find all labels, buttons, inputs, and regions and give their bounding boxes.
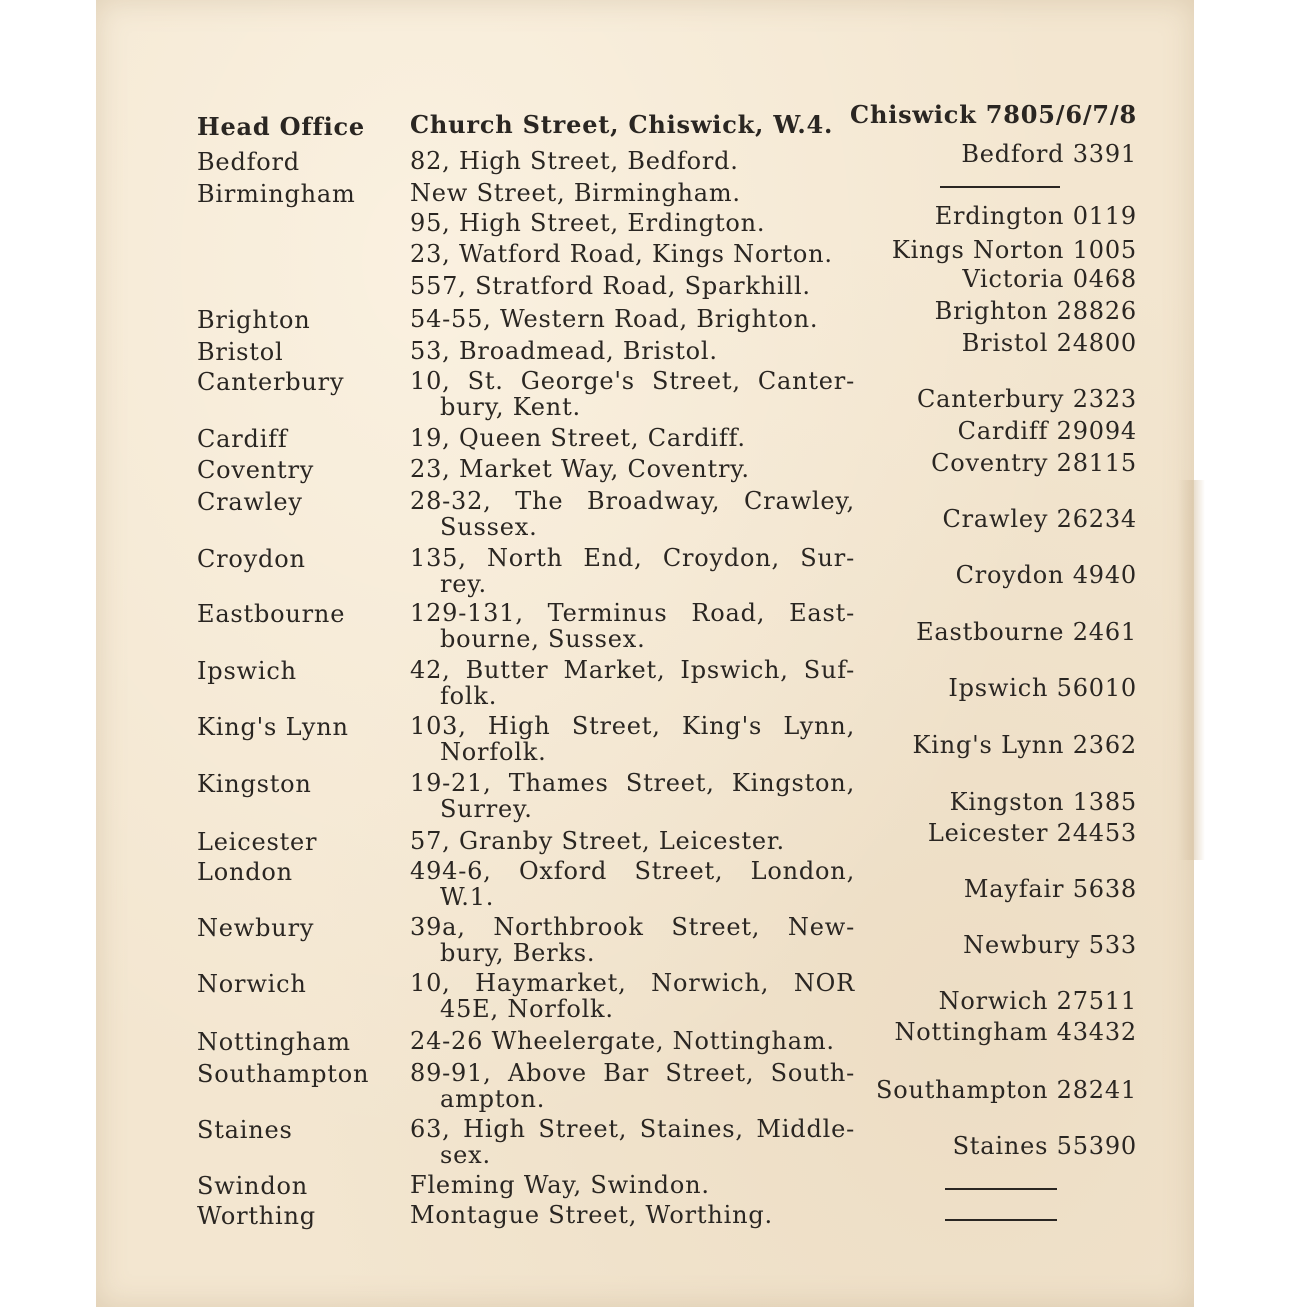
office-address	[410, 1028, 855, 1054]
office-town: Newbury	[197, 914, 315, 942]
office-phone: Victoria 0468	[962, 265, 1137, 293]
address-line: 82, High Street, Bedford.	[410, 147, 739, 175]
office-town: Nottingham	[197, 1028, 351, 1056]
office-address	[410, 770, 855, 822]
office-phone: Leicester 24453	[927, 819, 1137, 847]
address-line: 95, High Street, Erdington.	[410, 209, 766, 237]
office-phone: Ipswich 56010	[948, 674, 1137, 702]
office-phone: Chiswick 7805/6/7/8	[850, 100, 1137, 129]
office-phone: Brighton 28826	[934, 297, 1137, 325]
office-phone: Southampton 28241	[875, 1076, 1137, 1104]
office-town: London	[197, 858, 293, 886]
office-town: Norwich	[197, 970, 307, 998]
address-line: 10, Haymarket, Norwich, NOR	[410, 969, 855, 997]
office-town: Brighton	[197, 306, 311, 334]
address-line: 10, St. George's Street, Canter-	[410, 367, 855, 395]
address-line: Norfolk.	[440, 738, 547, 766]
office-town: Ipswich	[197, 657, 297, 685]
address-line: 135, North End, Croydon, Sur-	[410, 544, 855, 572]
address-line: 45E, Norfolk.	[440, 995, 614, 1023]
office-address	[410, 456, 855, 482]
office-address	[410, 713, 855, 765]
office-phone: Coventry 28115	[931, 449, 1137, 477]
office-town: Coventry	[197, 456, 315, 484]
address-line: Montague Street, Worthing.	[410, 1201, 773, 1229]
address-line: 19, Queen Street, Cardiff.	[410, 424, 746, 452]
office-town: Bristol	[197, 338, 284, 366]
office-address	[410, 488, 855, 540]
address-line: 23, Watford Road, Kings Norton.	[410, 240, 833, 268]
office-address	[410, 600, 855, 652]
office-address	[410, 1202, 855, 1228]
office-phone: Eastbourne 2461	[916, 618, 1137, 646]
office-phone: Bedford 3391	[961, 140, 1137, 168]
address-line: 42, Butter Market, Ipswich, Suf-	[410, 656, 855, 684]
office-town: Leicester	[197, 828, 318, 856]
address-line: 24-26 Wheelergate, Nottingham.	[410, 1027, 835, 1055]
office-address	[410, 970, 855, 1022]
office-address	[410, 425, 855, 451]
office-address	[410, 545, 855, 597]
address-line: 53, Broadmead, Bristol.	[410, 337, 718, 365]
address-line: sex.	[440, 1141, 491, 1169]
office-town: Staines	[197, 1116, 293, 1144]
office-town: Crawley	[197, 488, 303, 516]
office-address	[410, 112, 855, 138]
office-phone: Mayfair 5638	[963, 875, 1137, 903]
office-town: Birmingham	[197, 180, 356, 208]
office-phone: Kings Norton 1005	[891, 236, 1137, 264]
address-line: Sussex.	[440, 513, 538, 541]
address-line: 28-32, The Broadway, Crawley,	[410, 487, 855, 515]
office-phone: Norwich 27511	[938, 987, 1137, 1015]
no-phone-dash	[945, 1188, 1057, 1190]
office-address	[410, 914, 855, 966]
address-line: Surrey.	[440, 795, 533, 823]
address-line: 494-6, Oxford Street, London,	[410, 857, 855, 885]
address-line: 54-55, Western Road, Brighton.	[410, 305, 819, 333]
address-line: New Street, Birmingham.	[410, 179, 741, 207]
address-line: Fleming Way, Swindon.	[410, 1171, 710, 1199]
office-address	[410, 828, 855, 854]
office-phone: Erdington 0119	[934, 202, 1137, 230]
office-phone: Bristol 24800	[961, 329, 1137, 357]
address-line: 557, Stratford Road, Sparkhill.	[410, 272, 811, 300]
office-phone: Staines 55390	[952, 1132, 1137, 1160]
office-phone: Croydon 4940	[955, 561, 1137, 589]
office-town: Canterbury	[197, 368, 345, 396]
office-town: Cardiff	[197, 425, 288, 453]
office-phone: Nottingham 43432	[894, 1018, 1137, 1046]
office-address	[410, 1116, 855, 1168]
office-address	[410, 858, 855, 910]
office-phone: Crawley 26234	[942, 505, 1137, 533]
office-address	[410, 657, 855, 709]
office-address	[410, 1172, 855, 1198]
address-line: 89-91, Above Bar Street, South-	[410, 1059, 855, 1087]
office-phone: Newbury 533	[963, 931, 1137, 959]
office-phone: King's Lynn 2362	[912, 731, 1137, 759]
address-line: bury, Berks.	[440, 939, 596, 967]
office-address	[410, 1060, 855, 1112]
address-line: 57, Granby Street, Leicester.	[410, 827, 785, 855]
office-address	[410, 241, 855, 267]
address-line: bury, Kent.	[440, 393, 581, 421]
office-town: Bedford	[197, 148, 300, 176]
office-town: Worthing	[197, 1202, 316, 1230]
office-phone: Canterbury 2323	[916, 385, 1137, 413]
address-line: 23, Market Way, Coventry.	[410, 455, 750, 483]
address-line: bourne, Sussex.	[440, 625, 646, 653]
address-line: 103, High Street, King's Lynn,	[410, 712, 855, 740]
office-town: Head Office	[197, 112, 365, 141]
address-line: ampton.	[440, 1085, 546, 1113]
office-address	[410, 368, 855, 420]
no-phone-dash	[940, 186, 1060, 188]
office-address	[410, 273, 855, 299]
office-town: Southampton	[197, 1060, 370, 1088]
office-town: Croydon	[197, 545, 306, 573]
office-address	[410, 148, 855, 174]
office-address	[410, 306, 855, 332]
address-line: folk.	[440, 682, 498, 710]
office-phone: Kingston 1385	[949, 788, 1137, 816]
office-town: Eastbourne	[197, 600, 346, 628]
office-town: Swindon	[197, 1172, 308, 1200]
address-line: Church Street, Chiswick, W.4.	[410, 110, 834, 139]
address-line: 129-131, Terminus Road, East-	[410, 599, 855, 627]
address-line: 63, High Street, Staines, Middle-	[410, 1115, 855, 1143]
office-address	[410, 338, 855, 364]
address-line: 39a, Northbrook Street, New-	[410, 913, 855, 941]
office-town: King's Lynn	[197, 713, 349, 741]
office-phone: Cardiff 29094	[957, 417, 1137, 445]
office-address	[410, 210, 855, 236]
office-address	[410, 180, 855, 206]
address-line: 19-21, Thames Street, Kingston,	[410, 769, 855, 797]
address-line: W.1.	[440, 883, 495, 911]
office-town: Kingston	[197, 770, 312, 798]
no-phone-dash	[945, 1219, 1057, 1221]
address-line: rey.	[440, 570, 487, 598]
